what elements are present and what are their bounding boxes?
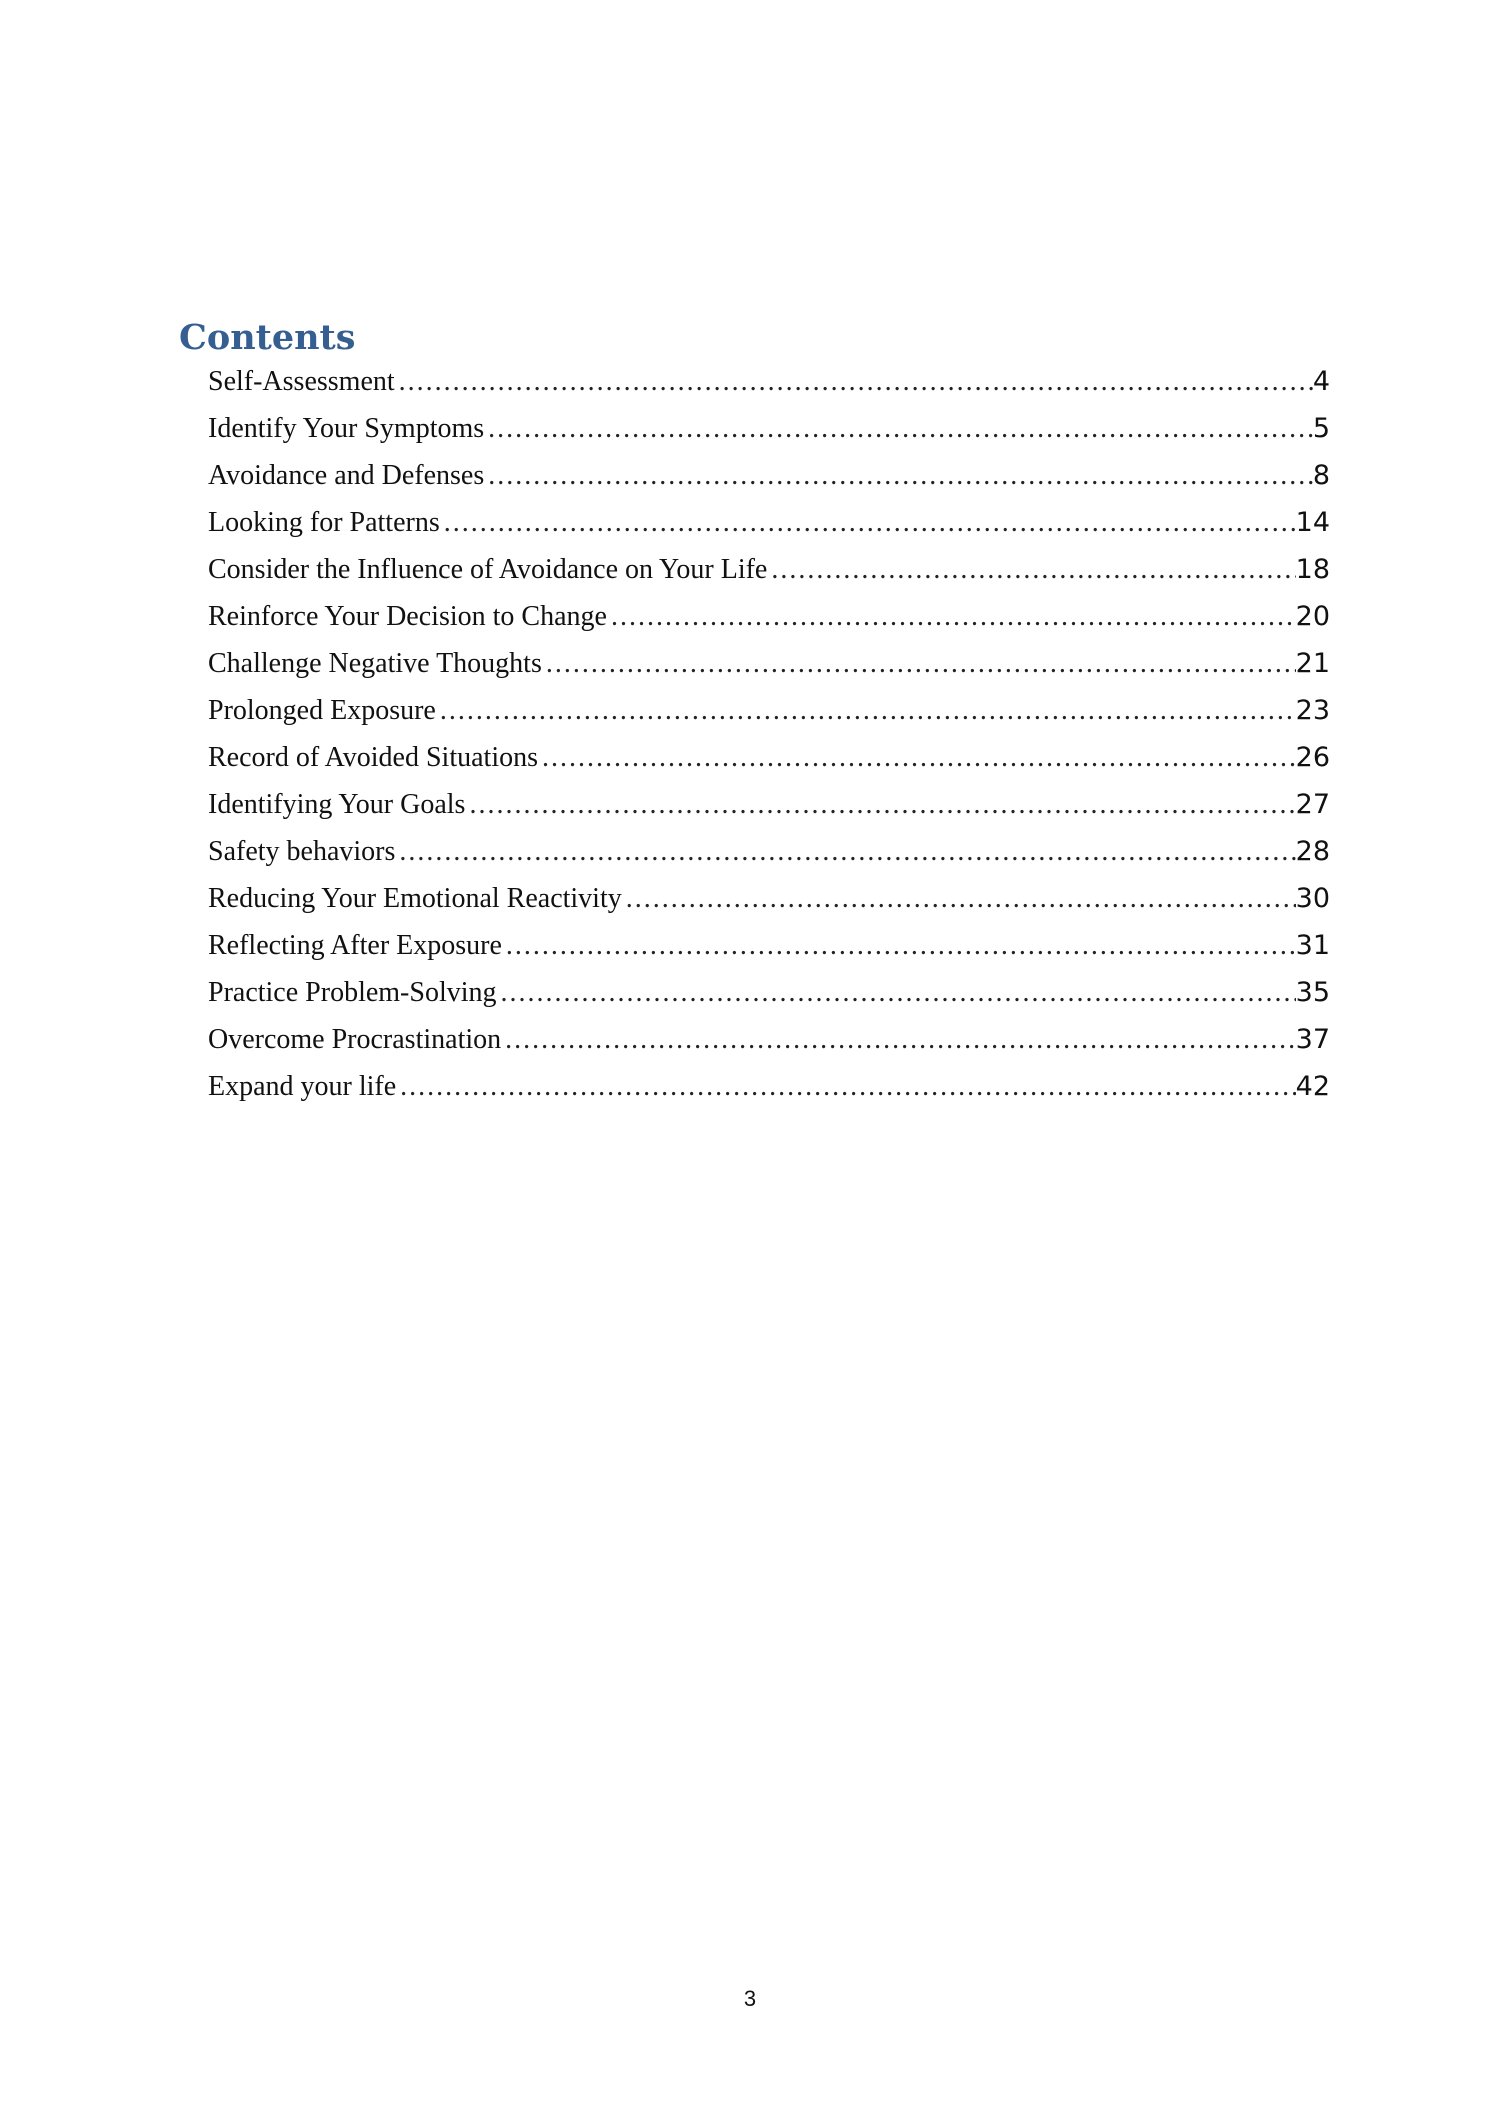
- toc-entry-page: 27: [1295, 789, 1330, 820]
- toc-entry-title: Overcome Procrastination: [208, 1024, 502, 1055]
- toc-entry[interactable]: [208, 499, 1330, 546]
- toc-entry[interactable]: [208, 875, 1330, 922]
- toc-entry-title: Record of Avoided Situations: [208, 742, 538, 773]
- toc-entry[interactable]: [208, 922, 1330, 969]
- toc-dot-leader: [395, 358, 1313, 405]
- toc-entry-title: Reducing Your Emotional Reactivity: [208, 883, 622, 914]
- toc-entry-page: 21: [1295, 648, 1330, 679]
- toc-entry[interactable]: [208, 546, 1330, 593]
- toc-entry-title: Prolonged Exposure: [208, 695, 436, 726]
- page-number: 3: [743, 1986, 757, 2011]
- toc-dot-leader: [484, 405, 1313, 452]
- toc-entry[interactable]: [208, 828, 1330, 875]
- toc-dot-leader: [767, 546, 1295, 593]
- toc-entry[interactable]: [208, 781, 1330, 828]
- toc-entry-page: 26: [1295, 742, 1330, 773]
- toc-entry[interactable]: [208, 593, 1330, 640]
- toc-entry-title: Reinforce Your Decision to Change: [208, 601, 607, 632]
- toc-list: [208, 358, 1330, 1110]
- toc-entry-page: 5: [1312, 413, 1330, 444]
- toc-entry-page: 20: [1295, 601, 1330, 632]
- toc-dot-leader: [501, 1016, 1296, 1063]
- toc-heading: Contents: [179, 317, 356, 358]
- toc-dot-leader: [484, 452, 1313, 499]
- toc-entry-title: Identify Your Symptoms: [208, 413, 485, 444]
- toc-entry-page: 23: [1295, 695, 1330, 726]
- toc-entry-page: 8: [1312, 460, 1330, 491]
- toc-entry-title: Reflecting After Exposure: [208, 930, 502, 961]
- toc-dot-leader: [502, 922, 1296, 969]
- toc-entry-page: 42: [1295, 1071, 1330, 1102]
- toc-dot-leader: [440, 499, 1296, 546]
- toc-dot-leader: [465, 781, 1295, 828]
- toc-entry-page: 18: [1295, 554, 1330, 585]
- toc-entry-page: 14: [1295, 507, 1330, 538]
- toc-entry-page: 31: [1295, 930, 1330, 961]
- toc-entry[interactable]: [208, 1063, 1330, 1110]
- toc-entry-title: Identifying Your Goals: [208, 789, 466, 820]
- toc-entry-title: Self-Assessment: [208, 366, 395, 397]
- toc-entry-page: 30: [1295, 883, 1330, 914]
- toc-entry-page: 35: [1295, 977, 1330, 1008]
- toc-entry[interactable]: [208, 640, 1330, 687]
- toc-entry[interactable]: [208, 734, 1330, 781]
- toc-entry[interactable]: [208, 687, 1330, 734]
- toc-dot-leader: [607, 593, 1296, 640]
- toc-entry-page: 4: [1312, 366, 1330, 397]
- toc-entry-page: 28: [1295, 836, 1330, 867]
- toc-entry-title: Practice Problem-Solving: [208, 977, 497, 1008]
- toc-dot-leader: [497, 969, 1296, 1016]
- toc-entry-title: Expand your life: [208, 1071, 397, 1102]
- toc-entry-title: Avoidance and Defenses: [208, 460, 485, 491]
- toc-entry[interactable]: [208, 969, 1330, 1016]
- toc-entry-page: 37: [1295, 1024, 1330, 1055]
- toc-entry[interactable]: [208, 405, 1330, 452]
- toc-dot-leader: [436, 687, 1296, 734]
- toc-entry-title: Looking for Patterns: [208, 507, 440, 538]
- toc-dot-leader: [395, 828, 1295, 875]
- toc-entry[interactable]: [208, 1016, 1330, 1063]
- toc-entry[interactable]: [208, 452, 1330, 499]
- toc-entry[interactable]: [208, 358, 1330, 405]
- toc-entry-title: Safety behaviors: [208, 836, 396, 867]
- toc-entry-title: Consider the Influence of Avoidance on Your Life: [208, 554, 768, 585]
- toc-entry-title: Challenge Negative Thoughts: [208, 648, 542, 679]
- toc-dot-leader: [538, 734, 1296, 781]
- toc-dot-leader: [542, 640, 1296, 687]
- toc-dot-leader: [396, 1063, 1295, 1110]
- toc-dot-leader: [622, 875, 1296, 922]
